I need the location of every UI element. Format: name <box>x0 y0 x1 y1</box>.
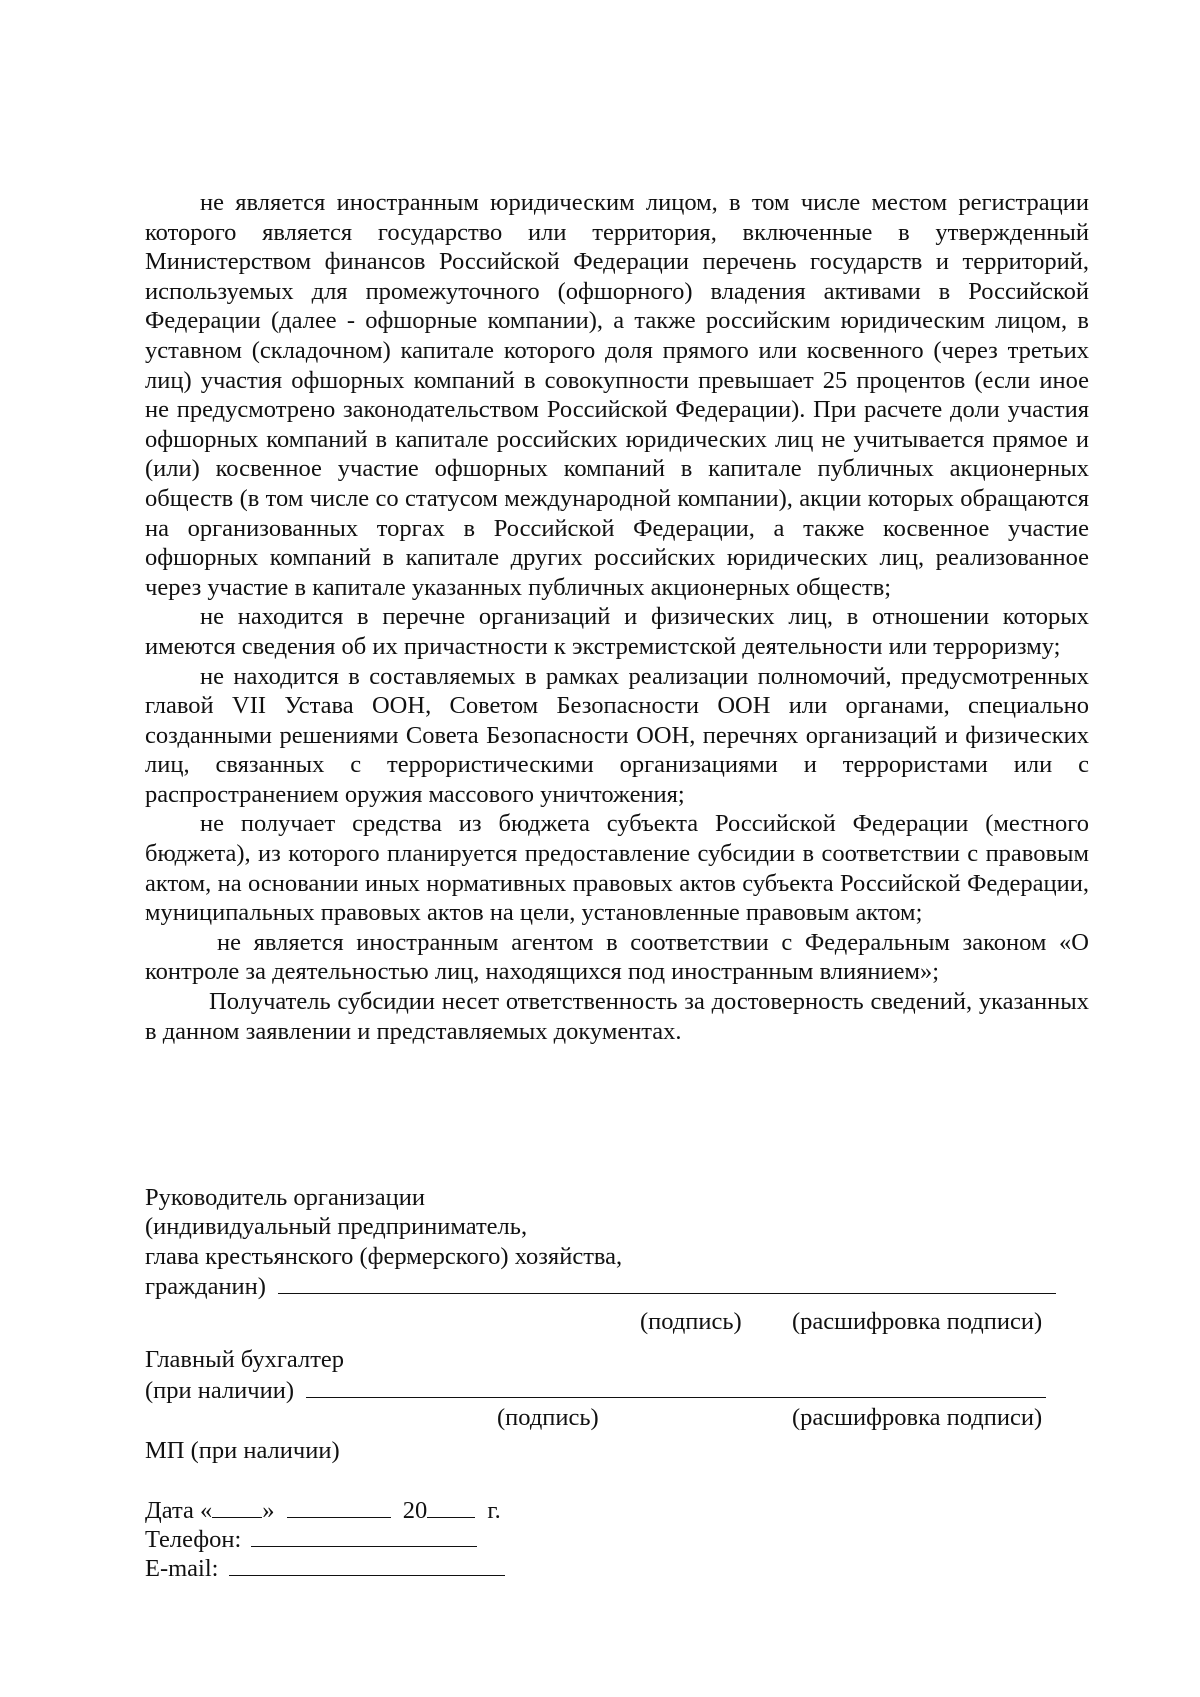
date-year-field[interactable] <box>427 1495 475 1518</box>
date-month-field[interactable] <box>287 1495 391 1518</box>
stamp-label: МП (при наличии) <box>145 1437 340 1464</box>
date-row <box>145 1495 501 1526</box>
date-day-field[interactable] <box>212 1495 262 1518</box>
email-field[interactable] <box>229 1553 505 1576</box>
accountant-label-line2: (при наличии) <box>145 1377 294 1404</box>
accountant-decoding-caption: (расшифровка подписи) <box>792 1404 1043 1431</box>
head-signature-row <box>145 1271 1056 1302</box>
head-label-line2: (индивидуальный предприниматель, <box>145 1213 528 1240</box>
paragraph-responsibility: Получатель субсидии несет ответственность за достоверность сведений, указанных в данном заявлении и представляемых документах. <box>145 988 1089 1045</box>
head-signature-caption: (подпись) <box>640 1308 742 1335</box>
paragraph-budget-funds: не получает средства из бюджета субъекта Российской Федерации (местного бюджета), из которого планируется предоставление субсидии в соответствии с правовым актом, на основании иных нормативных правовых актов субъекта Российской Федерации, муниципальных правовых актов на цели, установленные правовым актом; <box>145 810 1089 927</box>
date-label: Дата « <box>145 1497 213 1524</box>
accountant-label-line1: Главный бухгалтер <box>145 1346 345 1373</box>
email-row <box>145 1553 505 1584</box>
accountant-signature-line[interactable] <box>306 1375 1046 1398</box>
paragraph-offshore: не является иностранным юридическим лицом, в том числе местом регистрации которого является государство или территория, включенные в утвержденный Министерством финансов Российской Федерации перечень государств и территорий, используемых для промежуточного (офшорного) владения активами в Российской Федерации (далее - офшорные компании), а также российским юридическим лицом, в уставном (складочном) капитале которого доля прямого или косвенного (через третьих лиц) участия офшорных компаний в совокупности превышает 25 процентов (если иное не предусмотрено законодательством Российской Федерации). При расчете доли участия офшорных компаний в капитале российских юридических лиц не учитывается прямое и (или) косвенное участие офшорных компаний в капитале публичных акционерных обществ (в том числе со статусом международной компании), акции которых обращаются на организованных торгах в Российской Федерации, а также косвенное участие офшорных компаний в капитале других российских юридических лиц, реализованное через участие в капитале указанных публичных акционерных обществ; <box>145 189 1089 601</box>
date-quote-close: » <box>262 1497 275 1524</box>
accountant-signature-caption: (подпись) <box>497 1404 599 1431</box>
paragraph-foreign-agent: не является иностранным агентом в соответствии с Федеральным законом «О контроле за деятельностью лиц, находящихся под иностранным влиянием»; <box>145 928 1089 986</box>
head-label-line4: гражданин) <box>145 1273 266 1300</box>
head-decoding-caption: (расшифровка подписи) <box>792 1308 1043 1335</box>
head-label-line1: Руководитель организации <box>145 1184 425 1211</box>
head-label-line3: глава крестьянского (фермерского) хозяйства, <box>145 1243 623 1270</box>
email-label: E-mail: <box>145 1555 219 1582</box>
phone-label: Телефон: <box>145 1526 242 1553</box>
date-year-prefix: 20 <box>402 1497 428 1524</box>
phone-field[interactable] <box>251 1524 477 1547</box>
paragraph-extremism: не находится в перечне организаций и физических лиц, в отношении которых имеются сведения об их причастности к экстремистской деятельности или терроризму; <box>145 603 1089 660</box>
phone-row <box>145 1524 477 1555</box>
head-signature-line[interactable] <box>278 1271 1056 1294</box>
document-body <box>145 188 1089 1046</box>
date-year-suffix: г. <box>487 1497 501 1524</box>
paragraph-un-sanctions: не находится в составляемых в рамках реализации полномочий, предусмотренных главой VII Устава ООН, Советом Безопасности ООН или органами, специально созданными решениями Совета Безопасности ООН, перечнях организаций и физических лиц, связанных с террористическими организациями и террористами или с распространением оружия массового уничтожения; <box>145 662 1089 808</box>
accountant-signature-row <box>145 1375 1046 1406</box>
